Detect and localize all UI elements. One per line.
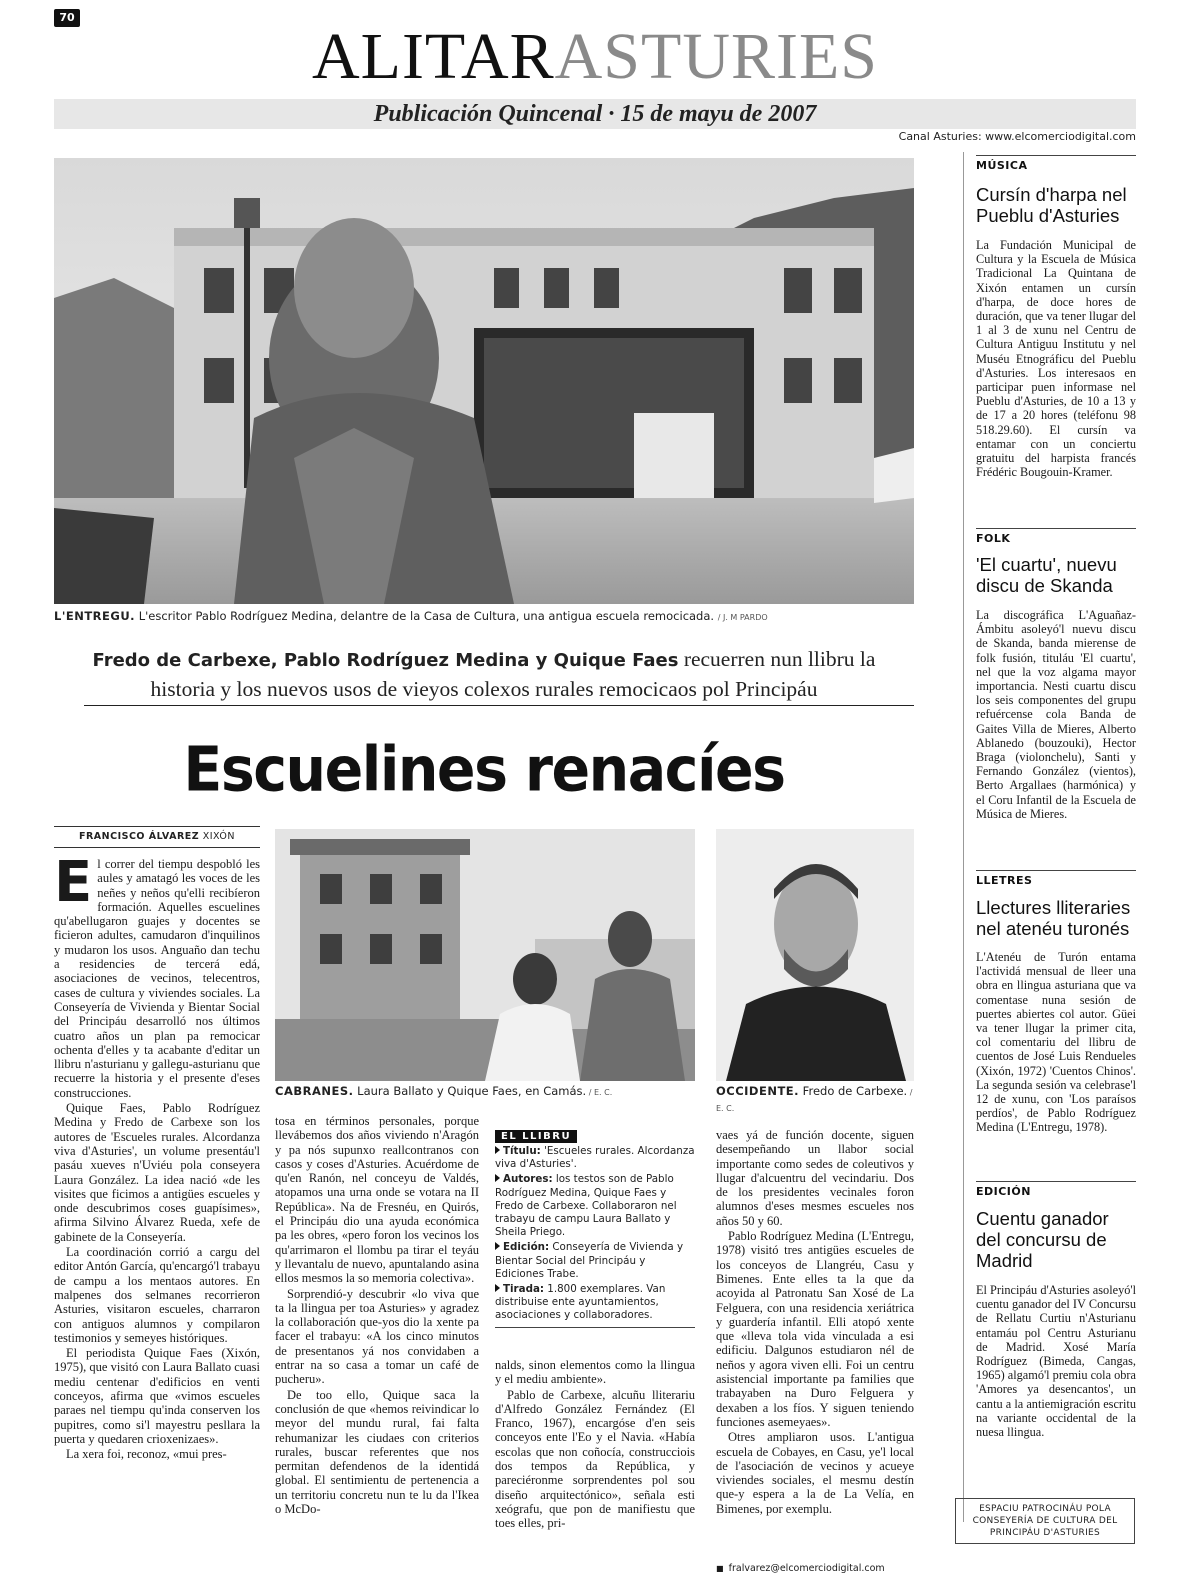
sidebar-section-edicion — [976, 1181, 1136, 1439]
deck-line1 — [54, 645, 914, 675]
photo-occidente-credit: / E. C. — [716, 1088, 913, 1113]
sidebar-section-label: LLETRES — [976, 874, 1033, 887]
article-col1-p4: El periodista Quique Faes (Xixón, 1975), que visitó con Laura Ballato cuasi mediu centenar d'edificios en venti conceyos, afirma que «vimos escueles paraes nel tiempu qu'inda conserven los pupitres, como si'l mayestru pesllara la puerta y quedaren crioxenizaes». — [54, 1346, 260, 1446]
deck — [54, 645, 914, 703]
book-info-value: 'Escueles rurales. Alcordanza viva d'Asturies'. — [495, 1145, 695, 1171]
author-email-text[interactable]: fralvarez@elcomerciodigital.com — [728, 1563, 885, 1574]
sidebar-section-musica — [976, 155, 1136, 479]
sidebar-section-folk — [976, 528, 1136, 821]
sidebar-item-body: El Principáu d'Asturies asoleyó'l cuentu ganador del IV Concursu de Rellatu Curtiu n'Asturianu entamáu pol Centru Asturianu de Madrid. Xosé María Rodríguez (Bimeda, Cangas, 1965) algamó'l premiu cola obra 'Amores ya desencantos', un cantu a la antiemigración escritu na variante occidental de la nuesa llingua. — [976, 1283, 1136, 1440]
byline-rule-bottom — [54, 847, 260, 848]
article-col3-p1: nalds, sinon elementos como la llingua y el mediu ambiente». — [495, 1358, 695, 1387]
deck-line2: historia y los nuevos usos de vieyos colexos rurales remocicaos pol Principáu — [150, 677, 818, 701]
main-photo-caption-text: L'escritor Pablo Rodríguez Medina, delantre de la Casa de Cultura, una antigua escuela remocicada. — [138, 609, 715, 623]
article-col4-p2: Pablo Rodríguez Medina (L'Entregu, 1978) visitó tres antigües escueles de los conceyos de Llangréu, Casu y Bimenes. Ente elles ta la que da acoyida al Patronatu San Xosé de La Felguera, con una residencia xeriátrica y guardería infantil. Elli atopó xente que «lleva tola vida vinculada a esi edificiu. Dalgunos estudiaron nél de neños y agora viven elli. Foi un centru asistencial importante pa families que trabayaben na Duro Felguera y dexaben a los fíos. Y siguen teniendo funciones asemeyaes». — [716, 1229, 914, 1429]
photo-occidente-label: OCCIDENTE. — [716, 1084, 800, 1098]
main-photo-image — [54, 158, 914, 604]
photo-occidente-caption — [716, 1084, 914, 1116]
article-column-1 — [54, 857, 260, 1572]
byline-rule-top — [54, 826, 260, 827]
article-col2-p1: tosa en términos personales, porque llevábemos dos años viviendo n'Aragón y pa nós supunxo reallcontranos con casos y coses d'Asturies. Acuérdome de qu'en Ranón, nel conceyu de Valdés, atopamos una urna onde se votara na II República». Na de Fresnéu, en Quirós, el Principáu dio una ayuda económica pa les obres, «pero foron los vecinos los qu'arrimaron el llombu pa tirar el teyáu y llevantalu de nuevo, apuntalando asina ellos mesmos la so memoria colectiva». — [275, 1114, 479, 1286]
sidebar-item-title: Llectures lliteraries nel atenéu turonés — [976, 897, 1131, 939]
sidebar-item-body: La discográfica L'Aguañaz-Ámbitu asoleyó'l nuevu discu de Skanda, banda mierense de folk fusión, tituláu 'El cuartu', nel que la voz algama mayor importancia. Nesti cuartu discu los seis componentes del grupu refuércense cola Banda de Gaites Villa de Mieres, Alberto Ablanedo (bouzouki), Hector Braga (violonchelu), Santi y Fernando González (vientos), Berto Argallaes (harmónica) y el Coru Infantil de la Escuela de Música de Mieres. — [976, 608, 1136, 821]
article-col1-p1-text: l correr del tiempu despobló les aules y amatagó les voces de les neñes y neños qu'elli recibíeron formación. Aquelles escuelines qu'abellugaron guajes y docentes se ficieron adultes, camudaron d'inquilinos y mudaron los usos. Anguaño dan techu a residencies de tercerá edá, asociaciones de vecinos, telecentros, cases de cultura y viviendes sociales. La Conseyería de Vivienda y Bientar Social del Principáu desarrolló nos últimos cuatro años un plan pa remocicar ochenta d'elles y ta acabante d'editar un llibru n'asturianu y gallegu-asturianu que recuerre la historia y el presente d'eses construcciones. — [54, 857, 260, 1100]
sidebar-section-label: MÚSICA — [976, 159, 1028, 172]
drop-cap: E — [54, 857, 93, 915]
book-info-rule — [495, 1327, 695, 1328]
article-col1-p2: Quique Faes, Pablo Rodríguez Medina y Fredo de Carbexe son los autores de 'Escueles rurales. Alcordanza viva d'Asturies', un volume presentáu'l pasáu xueves n'Uviéu pola conseyera Laura González. La idea nació «de les visites que ficimos a antigües escueles y onde descubrimos coses guapísimes», afirma Silvino Álvarez Rueda, xefe de gabinete de la Conseyería. — [54, 1101, 260, 1244]
sidebar-section-label: EDICIÓN — [976, 1185, 1031, 1198]
article-col2-p3: De too ello, Quique saca la conclusión de que «hemos reivindicar lo meyor del mundu rural, fai falta rehumanizar les ciudaes con criterios rurales, buscar referentes que nos permitan defendenos de la identidá global. El sentimientu de pertenencia a un territoriu concretu nun te lu da l'Ikea o McDo- — [275, 1387, 479, 1517]
book-info-item — [495, 1145, 695, 1171]
book-info-item — [495, 1283, 695, 1323]
sidebar-section-lletres — [976, 870, 1136, 1135]
canal-link[interactable]: Canal Asturies: www.elcomerciodigital.com — [898, 130, 1136, 143]
sidebar-rule — [976, 1181, 1136, 1182]
photo-occidente — [716, 829, 914, 1081]
main-photo-caption — [54, 609, 914, 625]
book-info-label: Títulu: — [503, 1145, 541, 1157]
photo-cabranes — [275, 829, 695, 1081]
book-info-box — [495, 1124, 695, 1328]
publication-bar: Publicación Quincenal · 15 de mayu de 2007 — [54, 99, 1136, 129]
byline — [54, 831, 260, 842]
page-number: 70 — [54, 9, 80, 27]
bullet-icon — [495, 1174, 500, 1182]
headline: Escuelines renacíes — [183, 734, 785, 806]
author-email[interactable] — [716, 1556, 914, 1575]
deck-line1-rest: recuerren nun llibru la — [678, 647, 876, 671]
main-photo — [54, 158, 914, 604]
sidebar-rule — [976, 155, 1136, 156]
email-icon: ■ — [716, 1564, 724, 1573]
byline-author: FRANCISCO ÁLVAREZ — [79, 831, 200, 842]
photo-cabranes-image — [275, 829, 695, 1081]
deck-rule — [84, 705, 914, 706]
article-col4-p3: Otres ampliaron usos. L'antigua escuela de Cobayes, en Casu, ye'l local de l'asociación de vecinos y acueye viviendes sociales, el mesmu destín que-y espera a la de La Velía, en Bimenes, por exemplu. — [716, 1430, 914, 1516]
photo-cabranes-label: CABRANES. — [275, 1084, 354, 1098]
masthead-title — [54, 22, 1136, 92]
book-info-label: Edición: — [503, 1241, 550, 1254]
article-column-4 — [716, 1128, 914, 1558]
book-info-label: Tirada: — [503, 1283, 545, 1296]
photo-occidente-text: Fredo de Carbexe. — [799, 1084, 908, 1098]
byline-place: XIXÓN — [199, 831, 235, 842]
article-col3-p2: Pablo de Carbexe, alcuñu lliterariu d'Alfredo González Fernández (El Franco, 1967), encargóse d'en seis conceyos ente l'Eo y el Navia. «Había escolas que non coñocía, construcciois dos tempos da República, y pareciéronme sorprendentes pol sou diseño arquitectónico», señala esti xeógrafu, que pon de manifiestu que toes elles, pri- — [495, 1387, 695, 1531]
sidebar-item-body: L'Atenéu de Turón entama l'actividá mensual de lleer una obra en llingua asturiana que va comentase nuna sesión de puertes abiertes col autor. Güei va tener llugar la primer cita, col comentariu del llibru de cuentos de José Luis Rendueles (Xixón, 1972) 'Cuentos Chinos'. La segunda sesión va celebrase'l 12 de xunu, con 'Los paraísos perdíos', de Pablo Rodríguez Medina (L'Entregu, 1978). — [976, 950, 1136, 1135]
article-col1-p1 — [54, 857, 260, 1100]
masthead-part1: ALITAR — [311, 20, 555, 93]
sidebar-section-label: FOLK — [976, 532, 1011, 545]
photo-cabranes-credit: / E. C. — [586, 1088, 613, 1097]
book-info-item — [495, 1173, 695, 1239]
photo-occidente-image — [716, 829, 914, 1081]
main-photo-credit: / J. M PARDO — [717, 613, 768, 622]
sidebar-item-body: La Fundación Municipal de Cultura y la Escuela de Música Tradicional La Quintana de Xixón entamen un cursín d'harpa, de doce hores de duración, que va tener llugar del 1 al 3 de xunu nel Centru de Cultura Antiguu Institutu y nel Muséu Etnográficu del Pueblu d'Asturies. Los interesaos en participar puen informase nel Pueblu d'Asturies, de 10 a 13 y de 17 a 20 hores (teléfonu 98 518.29.60). El cursín va entamar con un conciertu gratuitu del harpista francés Frédéric Bougouin-Kramer. — [976, 238, 1136, 480]
sidebar-item-title: Cuentu ganador del concursu de Madrid — [976, 1208, 1109, 1271]
photo-cabranes-text: Laura Ballato y Quique Faes, en Camás. — [353, 1084, 587, 1098]
sidebar-divider — [963, 152, 964, 1522]
sidebar-rule — [976, 528, 1136, 529]
book-info-value: Conseyería de Vivienda y Bientar Social del Principáu y Ediciones Trabe. — [495, 1241, 684, 1280]
sponsor-box: ESPACIU PATROCINÁU POLA CONSEYERÍA DE CULTURA DEL PRINCIPÁU D'ASTURIES — [955, 1498, 1135, 1544]
article-column-2 — [275, 1114, 479, 1572]
article-column-3 — [495, 1358, 695, 1572]
article-col1-p5: La xera foi, reconoz, «mui pres- — [66, 1447, 227, 1462]
bullet-icon — [495, 1146, 500, 1154]
sidebar-rule — [976, 870, 1136, 871]
book-info-label: Autores: — [503, 1173, 553, 1186]
bullet-icon — [495, 1284, 500, 1292]
sidebar-item-title: 'El cuartu', nuevu discu de Skanda — [976, 554, 1117, 596]
article-col2-p2: Sorprendió-y descubrir «lo viva que ta la llingua per toa Asturies» y agradez la collaboración que-yos dio la xente pa facer el trabayu: «A los cinco minutos de presentanos yá nos convidaben a entrar na so casa a tomar un café de pucheru». — [275, 1286, 479, 1387]
article-col1-p3: La coordinación corrió a cargu del editor Antón García, qu'encargó'l trabayu de campu a los mentaos autores. En malpenes dos selmanes recorrieron Asturies, visitaron escueles, charraron con antiguos alumnos y compilaron testimonios y semeyes históriques. — [54, 1245, 260, 1345]
book-info-value: los testos son de Pablo Rodríguez Medina, Quique Faes y Fredo de Carbexe. Collaboraron nel trabayu de campu Laura Ballato y Sheila Priego. — [495, 1173, 677, 1239]
book-info-heading: EL LLIBRU — [495, 1130, 577, 1143]
sidebar-item-title: Cursín d'harpa nel Pueblu d'Asturies — [976, 184, 1127, 226]
book-info-item — [495, 1241, 695, 1281]
deck-authors: Fredo de Carbexe, Pablo Rodríguez Medina y Quique Faes — [92, 650, 679, 671]
masthead-part2: ASTURIES — [554, 20, 879, 93]
bullet-icon — [495, 1242, 500, 1250]
photo-cabranes-caption — [275, 1084, 695, 1100]
book-info-value: 1.800 exemplares. Van distribuise ente ayuntamientos, asociaciones y collaboradores. — [495, 1283, 666, 1322]
main-photo-caption-label: L'ENTREGU. — [54, 609, 136, 623]
article-col4-p1: vaes yá de función docente, siguen desempeñando un llabor social importante como sedes de coleutivos y llugar d'alcuentru del vecindariu. Dos de los presidentes vecinales foron alumnos d'eses mesmes escueles nos años 50 y 60. — [716, 1128, 914, 1228]
